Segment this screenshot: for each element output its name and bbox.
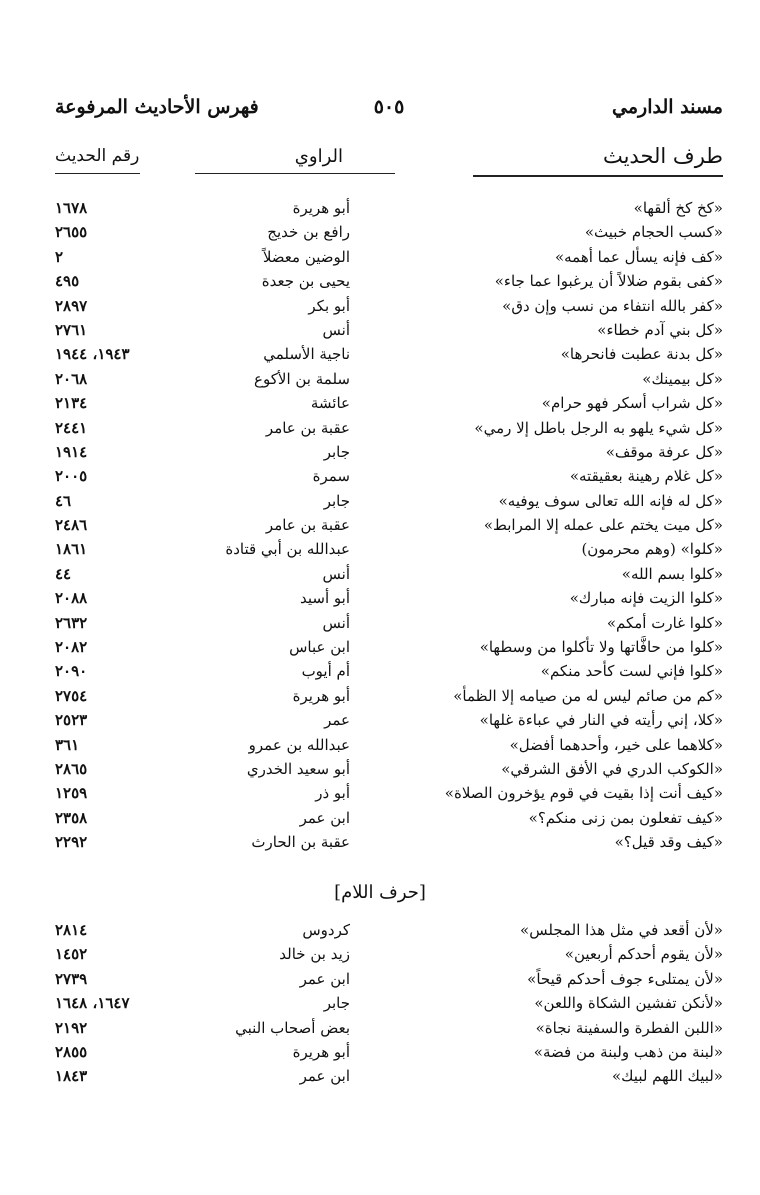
- hadith-text: «كف فإنه يسأل عما أهمه»: [554, 247, 723, 266]
- number-column-header: رقم الحديث: [55, 146, 140, 166]
- hadith-text: «لأن يمتلىء جوف أحدكم قيحاً»: [527, 969, 723, 988]
- rawi-name: بعض أصحاب النبي: [235, 1018, 350, 1037]
- index-row: [55, 245, 723, 269]
- hadith-text: «كل بدنة عطبت فانحرها»: [560, 345, 723, 364]
- hadith-text: «كلوا فإني لست كأحد منكم»: [540, 662, 723, 681]
- hadith-text: «كلوا من حافَّاتها ولا تأكلوا من وسطها»: [479, 638, 723, 657]
- hadith-text: «كيف تفعلون بمن زنى منكم؟»: [528, 808, 723, 827]
- hadith-number: ٢٨١٤: [55, 921, 88, 939]
- hadith-text: «اللبن الفطرة والسفينة نجاة»: [535, 1018, 723, 1037]
- hadith-text: «كفى بقوم ضلالاً أن يرغبوا عما جاء»: [494, 272, 723, 291]
- hadith-number: ٢٠٨٨: [55, 589, 88, 608]
- page-number: ٥٠٥: [373, 96, 405, 118]
- hadith-text: «كل بني آدم خطاء»: [597, 320, 723, 339]
- hadith-text: «الكوكب الدري في الأفق الشرقي»: [501, 759, 723, 778]
- hadith-text: «كلوا غارت أمكم»: [606, 613, 723, 632]
- hadith-text: «كلوا الزيت فإنه مبارك»: [569, 589, 723, 608]
- hadith-number: ١٨٦١: [55, 540, 88, 559]
- hadith-text: «كم من صائم ليس له من صيامه إلا الظمأ»: [453, 686, 723, 705]
- index-row: [55, 611, 723, 635]
- hadith-text: «كل شراب أسكر فهو حرام»: [541, 394, 723, 413]
- rawi-name: جابر: [323, 491, 350, 510]
- index-row: [55, 294, 723, 318]
- rawi-name: الوضين معضلاً: [262, 247, 350, 266]
- index-row: [55, 806, 723, 830]
- index-row: [55, 489, 723, 513]
- rawi-name: أنس: [322, 320, 350, 339]
- rawi-name: أبو هريرة: [292, 1042, 350, 1061]
- hadith-text: «لبنة من ذهب ولبنة من فضة»: [533, 1042, 723, 1061]
- hadith-number: ٣٦١: [55, 735, 80, 754]
- index-row: [55, 684, 723, 708]
- header-rule: [55, 173, 140, 174]
- index-row: [55, 635, 723, 659]
- rawi-name: أبو بكر: [308, 296, 350, 315]
- column-headers: [55, 140, 723, 180]
- hadith-text: «كلاهما على خير، وأحدهما أفضل»: [509, 735, 723, 754]
- hadith-number: ١٨٤٣: [55, 1067, 88, 1086]
- hadith-number: ٢٢٩٢: [55, 833, 88, 852]
- lam-index-list: [55, 918, 723, 1089]
- hadith-text: «كيف وقد قيل؟»: [614, 833, 723, 852]
- hadith-column-header: طرف الحديث: [602, 144, 723, 168]
- hadith-text: «كلوا» (وهم محرمون): [581, 540, 723, 559]
- hadith-text: «كل عرفة موقف»: [605, 442, 723, 461]
- hadith-number: ٢١٩٢: [55, 1018, 88, 1037]
- index-row: [55, 708, 723, 732]
- rawi-name: أنس: [322, 613, 350, 632]
- hadith-number: ١٩١٤: [55, 442, 88, 461]
- index-row: [55, 342, 723, 366]
- index-row: [55, 967, 723, 991]
- hadith-number: ٢٨٦٥: [55, 759, 88, 778]
- index-row: [55, 562, 723, 586]
- index-row: [55, 586, 723, 610]
- rawi-name: عائشة: [310, 394, 350, 413]
- rawi-name: سلمة بن الأكوع: [254, 369, 350, 388]
- rawi-name: كردوس: [302, 921, 350, 939]
- header-rule: [195, 173, 395, 174]
- index-row: [55, 991, 723, 1015]
- header-rule: [473, 175, 723, 177]
- hadith-number: ٢٧٥٤: [55, 686, 88, 705]
- hadith-text: «لأن يقوم أحدكم أربعين»: [564, 945, 723, 964]
- hadith-text: «كلا، إني رأيته في النار في عباءة غلها»: [479, 711, 723, 730]
- hadith-number: ٢: [55, 247, 64, 266]
- index-row: [55, 781, 723, 805]
- hadith-number: ٢٦٥٥: [55, 223, 88, 242]
- rawi-name: عمر: [324, 711, 350, 730]
- rawi-name: جابر: [323, 442, 350, 461]
- rawi-name: ابن عمر: [299, 969, 350, 988]
- index-row: [55, 918, 723, 942]
- hadith-number: ٢٨٥٥: [55, 1042, 88, 1061]
- hadith-number: ٢٨٩٧: [55, 296, 88, 315]
- index-row: [55, 440, 723, 464]
- rawi-name: جابر: [323, 994, 350, 1013]
- hadith-number: ٢٤٤١: [55, 418, 88, 437]
- rawi-name: أبو سعيد الخدري: [246, 759, 350, 778]
- rawi-name: عقبة بن الحارث: [251, 833, 350, 852]
- kaf-index-list: [55, 196, 723, 855]
- index-title: فهرس الأحاديث المرفوعة: [55, 96, 259, 118]
- rawi-name: رافع بن خديج: [267, 223, 350, 242]
- hadith-text: «كسب الحجام خبيث»: [584, 223, 723, 242]
- index-row: [55, 830, 723, 854]
- rawi-name: أبو ذر: [315, 784, 350, 803]
- index-row: [55, 757, 723, 781]
- rawi-name: عبدالله بن أبي قتادة: [225, 540, 350, 559]
- rawi-name: أبو أسيد: [300, 589, 350, 608]
- hadith-number: ٢٣٥٨: [55, 808, 88, 827]
- hadith-text: «كل ميت يختم على عمله إلا المرابط»: [483, 516, 723, 535]
- rawi-name: ناجية الأسلمي: [263, 345, 350, 364]
- hadith-number: ٢٧٣٩: [55, 969, 88, 988]
- hadith-number: ٤٦: [55, 491, 72, 510]
- rawi-name: سمرة: [312, 467, 350, 486]
- hadith-text: «كل له فإنه الله تعالى سوف يوفيه»: [498, 491, 723, 510]
- hadith-number: ٢٤٨٦: [55, 516, 88, 535]
- hadith-text: «لأن أقعد في مثل هذا المجلس»: [520, 921, 723, 939]
- rawi-name: أبو هريرة: [292, 199, 350, 217]
- hadith-number: ١٢٥٩: [55, 784, 88, 803]
- hadith-number: ٢٧٦١: [55, 320, 88, 339]
- rawi-name: عقبة بن عامر: [265, 418, 350, 437]
- hadith-number: ١٦٧٨: [55, 199, 88, 217]
- index-row: [55, 196, 723, 220]
- index-row: [55, 464, 723, 488]
- hadith-text: «كيف أنت إذا بقيت في قوم يؤخرون الصلاة»: [444, 784, 723, 803]
- rawi-name: ابن عباس: [289, 638, 350, 657]
- hadith-text: «كخ كخ ألقها»: [633, 199, 723, 217]
- rawi-name: ابن عمر: [299, 1067, 350, 1086]
- index-row: [55, 1016, 723, 1040]
- hadith-number: ٢٦٣٢: [55, 613, 88, 632]
- hadith-number: ٤٤: [55, 564, 72, 583]
- index-row: [55, 269, 723, 293]
- hadith-number: ١٤٥٢: [55, 945, 88, 964]
- hadith-number: ٢٥٢٣: [55, 711, 88, 730]
- rawi-name: أم أيوب: [301, 662, 350, 681]
- hadith-text: «كل غلام رهينة بعقيقته»: [569, 467, 723, 486]
- index-row: [55, 391, 723, 415]
- hadith-text: «كفر بالله انتفاء من نسب وإن دق»: [502, 296, 723, 315]
- hadith-number: ٢٠٩٠: [55, 662, 88, 681]
- hadith-text: «لأنكن تفشين الشكاة واللعن»: [534, 994, 723, 1013]
- index-row: [55, 513, 723, 537]
- hadith-number: ٤٩٥: [55, 272, 80, 291]
- index-row: [55, 1040, 723, 1064]
- hadith-number: ٢٠٦٨: [55, 369, 88, 388]
- hadith-text: «كل شيء يلهو به الرجل باطل إلا رمي»: [474, 418, 723, 437]
- hadith-number: ٢٠٨٢: [55, 638, 88, 657]
- index-row: [55, 416, 723, 440]
- index-row: [55, 537, 723, 561]
- rawi-name: أنس: [322, 564, 350, 583]
- hadith-text: «كل بيمينك»: [642, 369, 723, 388]
- hadith-number: ٢٠٠٥: [55, 467, 88, 486]
- index-row: [55, 1064, 723, 1088]
- hadith-number: ٢١٣٤: [55, 394, 88, 413]
- index-row: [55, 733, 723, 757]
- section-title-lam: [حرف اللام]: [334, 882, 426, 903]
- rawi-name: يحيى بن جعدة: [261, 272, 350, 291]
- hadith-number: ١٦٤٧، ١٦٤٨: [55, 994, 130, 1013]
- rawi-name: أبو هريرة: [292, 686, 350, 705]
- index-row: [55, 220, 723, 244]
- rawi-name: زيد بن خالد: [279, 945, 350, 964]
- page-header: [55, 96, 723, 130]
- index-row: [55, 942, 723, 966]
- rawi-name: ابن عمر: [299, 808, 350, 827]
- rawi-column-header: الراوي: [294, 146, 343, 167]
- index-row: [55, 367, 723, 391]
- hadith-text: «لبيك اللهم لبيك»: [611, 1067, 723, 1086]
- hadith-text: «كلوا بسم الله»: [621, 564, 723, 583]
- rawi-name: عقبة بن عامر: [265, 516, 350, 535]
- index-row: [55, 318, 723, 342]
- hadith-number: ١٩٤٣، ١٩٤٤: [55, 345, 130, 364]
- rawi-name: عبدالله بن عمرو: [248, 735, 350, 754]
- book-title: مسند الدارمي: [612, 96, 723, 118]
- index-row: [55, 659, 723, 683]
